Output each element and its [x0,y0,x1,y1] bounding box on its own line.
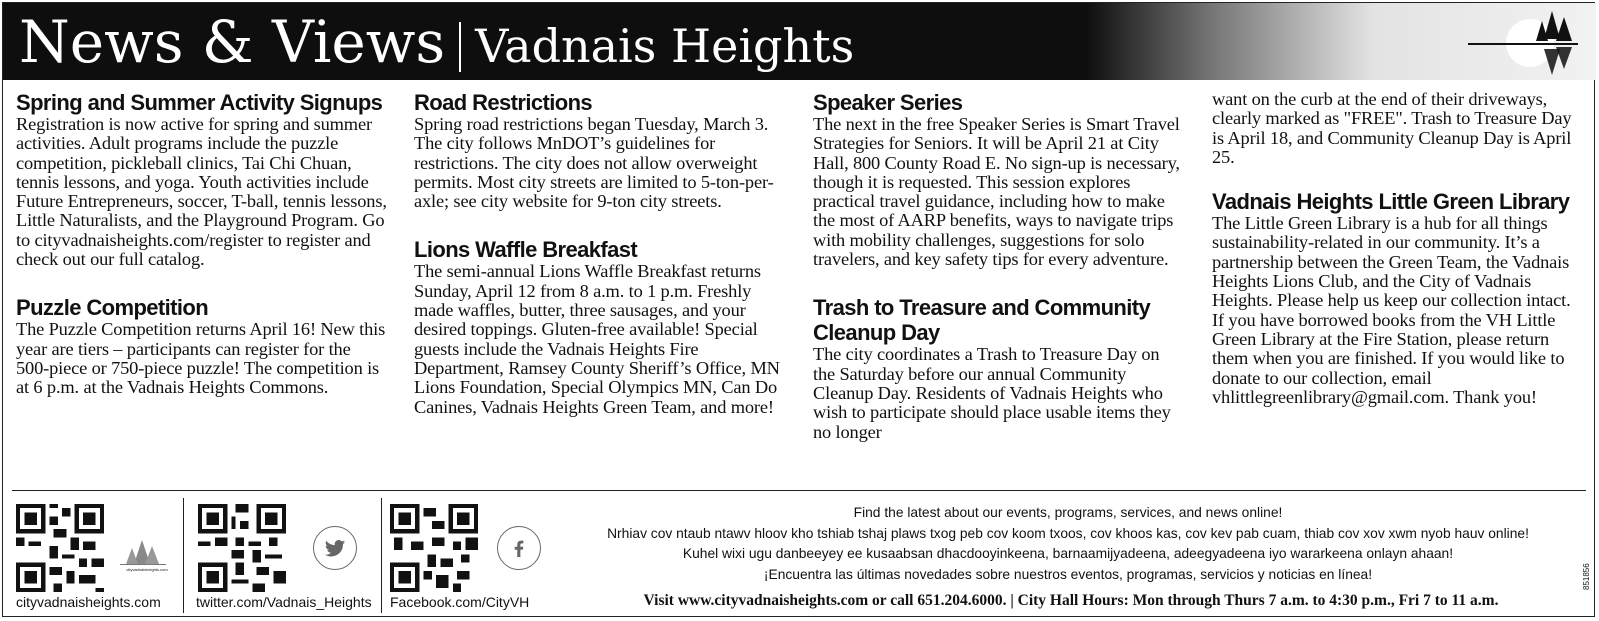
article-body-speaker: The next in the free Speaker Series is Smart Travel Strategies for Seniors. It will be April 21 at City Hall, 800 County Road E. No sign-up is necessary, though it is requested. This session explores practical travel guidance, including how to make the most of AARP benefits, ways to navigate trips with mobility challenges, suggestions for solo travelers, and key safety tips for every adventure. [813,114,1180,270]
facebook-link[interactable]: Facebook.com/CityVH [390,594,530,610]
info-line-spanish: ¡Encuentra las últimas novedades sobre nuestros eventos, programas, servicios y noticias en línea! [763,566,1373,582]
city-logo-icon [118,538,168,574]
website-link[interactable]: cityvadnaisheights.com [16,594,161,610]
column-1 [16,90,388,398]
brand-name: News & Views [19,8,446,76]
article-body-puzzle: The Puzzle Competition returns April 16! New this year are tiers – participants can register for the 500-piece or 750-piece puzzle! The competition is at 6 p.m. at the Vadnais Heights Commons. [16,319,386,398]
article-title-library: Vadnais Heights Little Green Library [1212,189,1570,215]
column-2 [414,90,786,417]
footer-separator [183,498,184,613]
contact-line: Visit www.cityvadnaisheights.com or call 651.204.6000. | City Hall Hours: Mon through Thurs 7 a.m. to 4:30 p.m., Fri 7 to 11 a.m. [643,592,1499,609]
article-title-road: Road Restrictions [414,90,593,115]
qr-code-icon[interactable] [390,504,478,592]
article-body-trash: The city coordinates a Trash to Treasure Day on the Saturday before our annual Community Cleanup Day. Residents of Vadnais Heights who wish to participate should place usable items they no longer [813,344,1171,442]
qr-code-icon[interactable] [198,504,286,592]
footer-divider [12,490,1586,491]
column-4 [1212,90,1584,407]
article-title-spring-signups: Spring and Summer Activity Signups [16,90,383,115]
masthead [3,3,1596,80]
column-3 [813,90,1185,442]
tree-logo-icon [1468,9,1578,79]
ad-code: 851856 [1582,563,1591,590]
info-line-somali: Kuhel wixi ugu danbeeyey ee kusaabsan dhacdooyinkeena, barnaamijyadeena, adeegyadeena iyo wararkeena onlayn ahaan! [682,546,1454,561]
info-line-hmong: Nrhiav cov ntaub ntawv hloov kho tshiab tshaj plaws txog peb cov koom txoos, cov khoos kas, cov kev pab cuam, thiab cov xov xwm nyob hauv online! [607,525,1529,541]
city-logo-caption: cityvadnaisheights.com [126,567,168,572]
masthead-divider [459,22,461,72]
article-body-road: Spring road restrictions began Tuesday, March 3. The city follows MnDOT’s guidelines for restrictions. The city does not allow overweight permits. Most city streets are limited to 5-ton-per-axle; see city website for 9-ton city streets. [414,114,774,212]
city-name: Vadnais Heights [475,19,855,73]
facebook-f-icon[interactable] [497,526,541,570]
article-body-spring-signups: Registration is now active for spring and summer activities. Adult programs include the puzzle competition, pickleball clinics, Tai Chi Chuan, tennis lessons, and yoga. Youth activities include Future Entrepreneurs, soccer, T-ball, tennis lessons, Little Naturalists, and the Playground Program. Go to cityvadnaisheights.com/register to register and check out our full catalog. [16,114,387,270]
article-body-trash-continued: want on the curb at the end of their driveways, clearly marked as "FREE". Trash to Treasure Day is April 18, and Community Cleanup Day is April 25. [1212,89,1572,167]
article-title-puzzle: Puzzle Competition [16,295,209,321]
footer-separator [381,498,382,613]
article-title-waffle: Lions Waffle Breakfast [414,237,638,263]
twitter-bird-icon[interactable] [313,526,357,570]
article-title-speaker: Speaker Series [813,90,963,115]
article-body-library: The Little Green Library is a hub for all things sustainability-related in our community. It’s a partnership between the Green Team, the Vadnais Heights Lions Club, and the City of Vadnais Heights. Please help us keep our collection intact. If you have borrowed books from the VH Little Green Library at the Fire Station, please return them when you are finished. If you would like to donate to our collection, email vhlittlegreenlibrary@gmail.com. Thank you! [1212,213,1571,407]
twitter-link[interactable]: twitter.com/Vadnais_Heights [196,594,372,610]
article-body-waffle: The semi-annual Lions Waffle Breakfast returns Sunday, April 12 from 8 a.m. to 1 p.m. Freshly made waffles, butter, three sausages, and your desired toppings. Gluten-free available! Special guests include the Vadnais Heights Fire Department, Ramsey County Sheriff’s Office, MN Lions Foundation, Special Olympics MN, Can Do Canines, Vadnais Heights Green Team, and more! [414,261,780,417]
article-title-trash: Trash to Treasure and Community Cleanup Day [813,295,1151,346]
masthead-title [19,7,854,81]
info-line-english: Find the latest about our events, programs, services, and news online! [853,505,1283,520]
footer-info [548,503,1588,585]
qr-code-icon[interactable] [16,504,104,592]
